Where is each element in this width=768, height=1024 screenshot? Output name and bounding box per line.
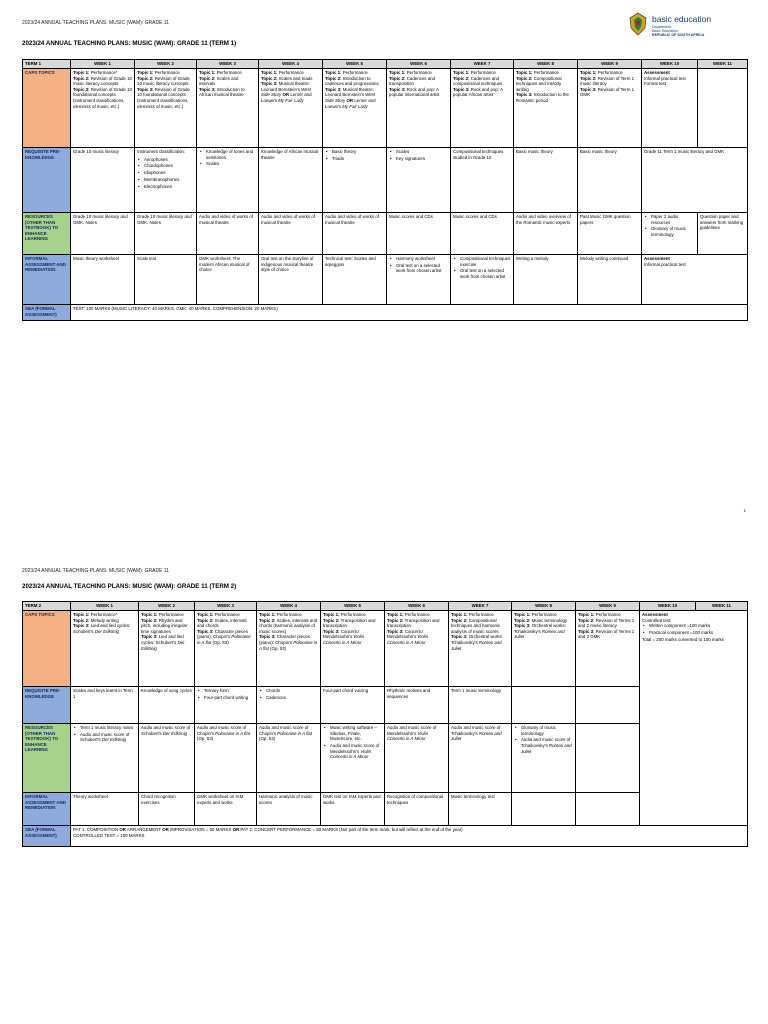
resource-cell: Audio and video of works of musical theatre (197, 213, 259, 255)
informal-cell: Technical test: Scales and arpeggios (323, 255, 387, 305)
informal-cell: Chord recognition exercises (139, 793, 195, 826)
row-label-informal: INFORMAL ASSESSMENT AND REMEDIATION (23, 793, 71, 826)
assessment-heading: Assessment (642, 612, 668, 617)
caps-cell: Topic 1: Performance* Topic 2: Melody writing Topic 3: Lied and lied cycles: Schubert's Der Erlkönig (71, 611, 139, 687)
requisite-cell (387, 148, 451, 213)
informal-cell: GMK worksheet on IAM experts and works (195, 793, 257, 826)
resource-cell: Music scores and CDs (387, 213, 451, 255)
week-header: WEEK 2 (135, 60, 197, 69)
list-item: • Triads (325, 156, 384, 162)
sba-line: CONTROLLED TEST = 100 MARKS (73, 832, 145, 838)
resource-cell (321, 724, 385, 793)
informal-cell: Recognition of compositional techniques (385, 793, 449, 826)
requisite-cell (576, 687, 640, 724)
logo-line-1: Department: (652, 25, 672, 29)
sba-cell (71, 826, 748, 847)
informal-cell: Harmonic analysis of music scores (257, 793, 321, 826)
row-label-requisite: REQUISITE PRE-KNOWLEDGE (23, 148, 71, 213)
caps-cell: Topic 1: Performance Topic 2: Rhythm and pitch, including irregular time signatures Topic 3: Lied and lied cycles: Schubert's Der Erlkönig (139, 611, 195, 687)
resource-cell (576, 724, 640, 793)
sba-row (23, 826, 748, 847)
list-item: • Scales (199, 161, 256, 167)
term-1-table (22, 59, 748, 321)
requisite-cell (512, 687, 576, 724)
list-item: • Harmony worksheet (389, 256, 448, 262)
requisite-cell (135, 148, 197, 213)
page-number: 1 (743, 508, 746, 513)
informal-cell: Music theory worksheet (71, 255, 135, 305)
week-header: WEEK 8 (512, 602, 576, 611)
resource-cell: Audio and video of works of musical theatre (323, 213, 387, 255)
list-item: • Paper 2 audio resources (644, 214, 695, 225)
caps-cell: Topic 1: Performance Topic 2: Cadences and transposition Topic 3: Rock and pop: A popular international artist (387, 69, 451, 148)
week-header: WEEK 3 (197, 60, 259, 69)
requisite-cell (195, 687, 257, 724)
resource-cell (642, 213, 698, 255)
week-header: WEEK 11 (698, 60, 748, 69)
sba-line: PAT 1: COMPOSITION OR ARRANGEMENT OR IMPROVISATION = 50 MARKS OR PAT 2: CONCERT PERFORMANCE = 50 MARKS (Not part of the term mark, but will reflect at the end of the year) (73, 827, 463, 832)
informal-cell: Assessment Informal practical test (642, 255, 748, 305)
requisite-cell (197, 148, 259, 213)
week-header: WEEK 1 (71, 602, 139, 611)
resource-cell: Question paper and answers from marking guidelines (698, 213, 748, 255)
list-item: • Written component =100 marks (642, 623, 745, 629)
resource-cell: Audio and video overview of the Romantic music experts (514, 213, 578, 255)
caps-cell: Topic 1: Performance Topic 2: Scales and triads Topic 3: Musical theatre: Leonard Bernstein's West Side Story OR Lerner and Loewe's My Fair Lady (259, 69, 323, 148)
resource-cell: Past Music GMK question papers (578, 213, 642, 255)
week-header: WEEK 2 (139, 602, 195, 611)
week-header: WEEK 10 (640, 602, 696, 611)
resource-cell: Audio and music score of Chopin's Polonaise in A flat (Op. 53) (257, 724, 321, 793)
caps-cell (698, 69, 748, 148)
requisite-cell: Grade 10 music literacy (71, 148, 135, 213)
list-item: • Aerophones (137, 157, 194, 163)
requisite-row (23, 148, 748, 213)
list-item: • Compositional techniques exercise (453, 256, 511, 267)
week-header: WEEK 7 (449, 602, 512, 611)
informal-cell: GMK test on IAM experts and works (321, 793, 385, 826)
informal-cell (451, 255, 514, 305)
caps-cell: Topic 1: Performance* Topic 2: Revision of Grade 10 music literacy concepts Topic 3: Revision of Grade 10 foundational concepts (instrument classifications, elements of music, etc.) (71, 69, 135, 148)
caps-cell: Topic 1: Performance Topic 2: Scales, intervals and chords Topic 3: Character pieces (piano): Chopin's Polonaise in A flat (Op. 53) (195, 611, 257, 687)
resource-cell: Music scores and CDs (451, 213, 514, 255)
row-label-sba: SBA (FORMAL ASSESSMENT) (23, 826, 71, 847)
week-header: WEEK 6 (387, 60, 451, 69)
informal-row (23, 255, 748, 305)
requisite-cell: Knowledge of song cycles (139, 687, 195, 724)
requisite-cell: Term 1 music terminology (449, 687, 512, 724)
list-item: • Membranophones (137, 177, 194, 183)
logo-brand: basic education (652, 14, 712, 24)
page-title: 2023/24 ANNUAL TEACHING PLANS: MUSIC (WAM): GRADE 11 (TERM 1) (22, 40, 237, 47)
list-item: • Scales (389, 149, 448, 155)
requisite-cell (257, 687, 321, 724)
caps-topics-row (23, 69, 748, 148)
caps-cell: Topic 1: Performance Topic 2: Transposition and transcription Topic 3: Concerto: Mendelssohn's Violin Concerto in A Minor (321, 611, 385, 687)
informal-cell: GMK worksheet: The modern African musical of choice (197, 255, 259, 305)
week-header-row (23, 602, 748, 611)
page-title: 2023/24 ANNUAL TEACHING PLANS: MUSIC (WAM): GRADE 11 (TERM 2) (22, 583, 237, 590)
week-header: WEEK 9 (578, 60, 642, 69)
sba-row (23, 305, 748, 321)
requisite-cell: Basic music theory (514, 148, 578, 213)
list-item: • Idiophones (137, 170, 194, 176)
requisite-cell: Scales and keys learnt in Term 1 (71, 687, 139, 724)
term-label: TERM 1 (23, 60, 71, 69)
requisite-intro: Instrument classification: (137, 149, 186, 154)
week-header: WEEK 5 (323, 60, 387, 69)
row-label-caps: CAPS TOPICS (23, 69, 71, 148)
caps-topics-row (23, 611, 748, 687)
assessment-cell (640, 611, 748, 826)
row-label-requisite: REQUISITE PRE-KNOWLEDGE (23, 687, 71, 724)
page-term-2 (0, 556, 768, 1024)
resource-cell: Audio and music score of Chopin's Polonaise in A flat (Op. 53) (195, 724, 257, 793)
requisite-cell: Four-part chord voicing (321, 687, 385, 724)
term-label: TERM 2 (23, 602, 71, 611)
list-item: • Practical component =100 marks (642, 630, 745, 636)
running-header: 2023/24 ANNUAL TEACHING PLANS: MUSIC (WAM): GRADE 11 (22, 568, 169, 574)
assessment-total: Total = 200 marks converted to 100 marks (642, 636, 724, 642)
informal-cell (576, 793, 640, 826)
coat-of-arms-icon (628, 12, 648, 36)
requisite-cell: Compositional techniques studied in Grade 10 (451, 148, 514, 213)
informal-cell: Theory worksheet (71, 793, 139, 826)
week-header: WEEK 4 (257, 602, 321, 611)
list-item: • Glossary of music terminology (514, 725, 573, 736)
caps-cell: Topic 1: Performance Topic 2: Compositional techniques and harmonic analysis of music scores Topic 3: Orchestral works: Tchaikovsky's Romeo and Juliet (449, 611, 512, 687)
list-item: • Audio and music score of Mendelssohn's Violin Concerto in A Minor (323, 743, 382, 760)
week-header-row (23, 60, 748, 69)
list-item: • Audio and music score of Schubert's Der Erlkönig (73, 732, 136, 743)
list-item: • Audio and music score of Tchaikovsky's Romeo and Juliet (514, 737, 573, 754)
caps-cell: Topic 1: Performance Topic 2: Revision of Term 1 music literacy Topic 3: Revision of Term 1 GMK (578, 69, 642, 148)
list-item: • Key signatures (389, 156, 448, 162)
requisite-cell: Grade 11 Term 1 music literacy and GMK (642, 148, 748, 213)
caps-cell: Topic 1: Performance Topic 2: Scales and intervals Topic 3: Introduction to African musical theatre (197, 69, 259, 148)
resource-cell: Audio and music score of Mendelssohn's Violin Concerto in A Minor (385, 724, 449, 793)
list-item: • Chords (259, 688, 318, 694)
list-item: • Glossary of music terminology (644, 226, 695, 237)
requisite-cell: Rhythmic motives and sequences (385, 687, 449, 724)
week-header: WEEK 5 (321, 602, 385, 611)
list-item: • Oral test on a selected work from chosen artist (389, 263, 448, 274)
resources-row (23, 724, 748, 793)
list-item: • Knowledge of tones and semitones (199, 149, 256, 160)
caps-cell: Topic 1: Performance Topic 2: Introduction to cadences and progressions Topic 3: Musical theatre: Leonard Bernstein's West Side Story OR Lerner and Loewe's My Fair Lady (323, 69, 387, 148)
row-label-informal: INFORMAL ASSESSMENT AND REMEDIATION (23, 255, 71, 305)
sba-cell: TEST: 100 MARKS (MUSIC LITERACY: 40 MARKS, GMK: 40 MARKS, COMPREHENSION: 20 MARKS) (71, 305, 748, 321)
resource-cell (512, 724, 576, 793)
resource-cell (71, 724, 139, 793)
list-item: • Chordophones (137, 163, 194, 169)
logo-line-3: REPUBLIC OF SOUTH AFRICA (652, 33, 705, 37)
caps-cell: Topic 1: Performance Topic 2: Compositional techniques and melody writing Topic 3: Introduction to the Romantic period (514, 69, 578, 148)
week-header: WEEK 6 (385, 602, 449, 611)
week-header: WEEK 11 (696, 602, 748, 611)
week-header: WEEK 9 (576, 602, 640, 611)
list-item: • Ternary form (197, 688, 254, 694)
caps-cell: Topic 1: Performance Topic 2: Transposition and transcription Topic 3: Concerto: Mendelssohn's Violin Concerto in A Minor (385, 611, 449, 687)
week-header: WEEK 8 (514, 60, 578, 69)
informal-cell: Writing a melody (514, 255, 578, 305)
row-label-caps: CAPS TOPICS (23, 611, 71, 687)
resource-cell: Grade 10 music literacy and GMK. Notes (71, 213, 135, 255)
resource-cell: Audio and video of works of musical theatre (259, 213, 323, 255)
caps-cell: Topic 1: Performance Topic 2: Music terminology Topic 3: Orchestral works: Tchaikovsky's Romeo and Juliet (512, 611, 576, 687)
caps-cell: Topic 1: Performance Topic 2: Revision of Grade 10 music literacy concepts Topic 3: Revision of Grade 10 foundational concepts (instrument classifications, elements of music, etc.) (135, 69, 197, 148)
caps-cell: Assessment Informal practical test Formal test (642, 69, 698, 148)
requisite-row (23, 687, 748, 724)
running-header: 2023/24 ANNUAL TEACHING PLANS: MUSIC (WAM): GRADE 11 (22, 20, 169, 26)
term-2-table (22, 601, 748, 847)
requisite-cell (323, 148, 387, 213)
row-label-resources: RESOURCES (OTHER THAN TEXTBOOK) TO ENHANCE LEARNING (23, 213, 71, 255)
week-header: WEEK 1 (71, 60, 135, 69)
list-item: • Electrophones (137, 184, 194, 190)
caps-cell: Topic 1: Performance Topic 2: Scales, intervals and chords (harmonic analysis of music scores) Topic 3: Character pieces (piano): Chopin's Polonaise in A flat (Op. 53) (257, 611, 321, 687)
requisite-cell: Knowledge of African musical theatre (259, 148, 323, 213)
week-header: WEEK 3 (195, 602, 257, 611)
list-item: • Oral test on a selected work from chosen artist (453, 268, 511, 279)
informal-cell (387, 255, 451, 305)
caps-cell: Topic 1: Performance Topic 2: Cadences and compositional techniques Topic 3: Rock and pop: A popular African artist (451, 69, 514, 148)
requisite-cell: Basic music theory (578, 148, 642, 213)
logo-line-2: Basic Education (652, 29, 678, 33)
informal-cell: Melody writing continued (578, 255, 642, 305)
list-item: • Music writing software – Sibelius, Finale, MuseScore, etc. (323, 725, 382, 742)
dbe-logo (628, 12, 746, 38)
list-item: • Cadences (259, 695, 318, 701)
informal-cell: Music terminology test (449, 793, 512, 826)
informal-row (23, 793, 748, 826)
week-header: WEEK 7 (451, 60, 514, 69)
row-label-resources: RESOURCES (OTHER THAN TEXTBOOK) TO ENHANCE LEARNING (23, 724, 71, 793)
list-item: • Basic theory (325, 149, 384, 155)
informal-cell: Scale test (135, 255, 197, 305)
resource-cell: Audio and music score of Tchaikovsky's Romeo and Juliet (449, 724, 512, 793)
list-item: • Term 1 music literacy notes (73, 725, 136, 731)
resources-row (23, 213, 748, 255)
list-item: • Four-part chord writing (197, 695, 254, 701)
week-header: WEEK 10 (642, 60, 698, 69)
resource-cell: Audio and music score of Schubert's Der Erlkönig (139, 724, 195, 793)
assessment-sub: Controlled test: (642, 617, 672, 623)
resource-cell: Grade 10 music literacy and GMK. Notes (135, 213, 197, 255)
informal-cell (512, 793, 576, 826)
informal-cell: Oral test on the storyline of indigenous musical theatre style of choice (259, 255, 323, 305)
caps-cell: Topic 1: Performance Topic 2: Revision of Terms 1 and 2 music literacy Topic 3: Revision of Terms 1 and 2 GMK (576, 611, 640, 687)
row-label-sba: SBA (FORMAL ASSESSMENT) (23, 305, 71, 321)
week-header: WEEK 4 (259, 60, 323, 69)
